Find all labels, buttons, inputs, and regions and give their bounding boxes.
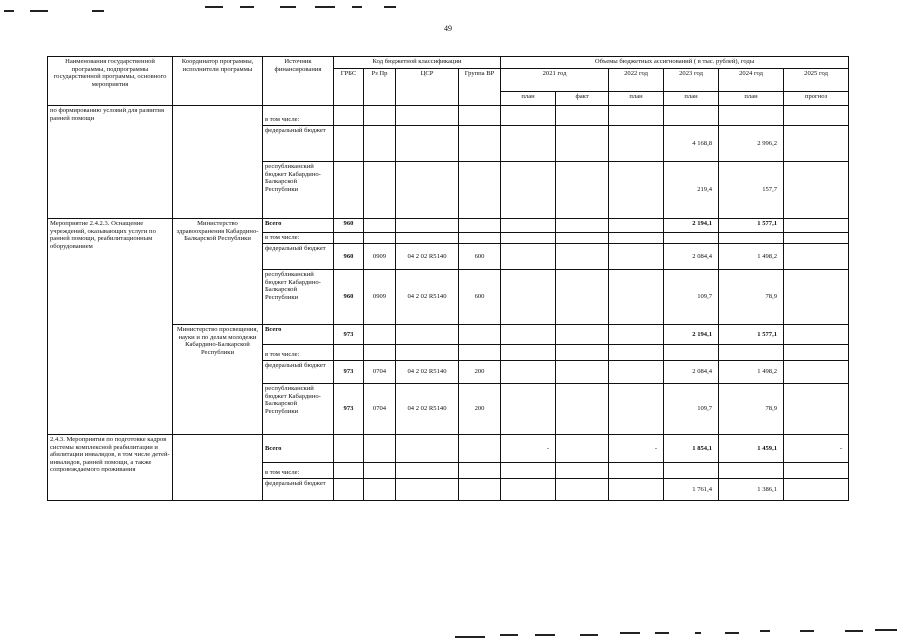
cell-rzpr: 0909	[364, 270, 396, 325]
scan-mark	[760, 630, 770, 632]
row-source: федеральный бюджет	[263, 126, 334, 162]
scan-mark	[620, 632, 640, 634]
row-source: республиканский бюджет Кабардино-Балкарской Республики	[263, 270, 334, 325]
cell-csr: 04 2 02 R5140	[396, 244, 459, 270]
scan-mark	[800, 630, 814, 632]
cell-2024: 1 577,1	[719, 325, 784, 345]
row-source: Всего	[263, 325, 334, 345]
scan-mark	[695, 632, 701, 634]
cell-2023: 1 854,1	[664, 435, 719, 463]
scan-mark	[30, 10, 48, 12]
cell-2022: -	[609, 435, 664, 463]
cell-2024: 78,9	[719, 270, 784, 325]
cell-2024: 2 996,2	[719, 126, 784, 162]
cell-2023: 1 761,4	[664, 479, 719, 501]
cell-2023: 4 168,8	[664, 126, 719, 162]
header-vr: Группа ВР	[459, 69, 501, 106]
header-row	[48, 57, 849, 69]
row-source: федеральный бюджет	[263, 244, 334, 270]
header-budget-code: Код бюджетной классификации	[334, 57, 501, 69]
cell-2024: 1 386,1	[719, 479, 784, 501]
row-source: в том числе:	[263, 233, 334, 244]
row-name	[48, 435, 173, 501]
cell-2023: 109,7	[664, 384, 719, 435]
page-number: 49	[444, 24, 452, 33]
header-coordinator: Координатор программы, исполнители программы	[173, 57, 263, 106]
header-rzpr: Рз Пр	[364, 69, 396, 106]
cell-vr: 200	[459, 384, 501, 435]
cell-2025: -	[784, 435, 849, 463]
header-plan: план	[719, 92, 784, 106]
budget-table	[47, 56, 849, 501]
scan-mark	[315, 6, 335, 8]
header-grbs: ГРБС	[334, 69, 364, 106]
header-source: Источник финансирования	[263, 57, 334, 106]
cell-vr: 600	[459, 244, 501, 270]
row-source: в том числе:	[263, 463, 334, 479]
scan-mark	[240, 6, 254, 8]
scan-mark	[280, 6, 296, 8]
table-row	[48, 106, 849, 126]
cell-csr: 04 2 02 R5140	[396, 361, 459, 384]
cell-csr: 04 2 02 R5140	[396, 384, 459, 435]
row-coordinator: Министерство здравоохранения Кабардино-Балкарской Республики	[173, 219, 263, 325]
cell-2024: 1 498,2	[719, 244, 784, 270]
row-source: федеральный бюджет	[263, 479, 334, 501]
cell-2023: 2 084,4	[664, 244, 719, 270]
row-coordinator	[173, 106, 263, 219]
header-plan: план	[609, 92, 664, 106]
header-plan: план	[664, 92, 719, 106]
row-source: федеральный бюджет	[263, 361, 334, 384]
header-2025: 2025 год	[784, 69, 849, 92]
table-row	[48, 435, 849, 463]
header-plan: план	[501, 92, 556, 106]
header-csr: ЦСР	[396, 69, 459, 106]
scan-mark	[580, 634, 598, 636]
scan-mark	[92, 10, 104, 12]
cell-2024: 78,9	[719, 384, 784, 435]
cell-rzpr: 0909	[364, 244, 396, 270]
row-name: Мероприятие 2.4.2.3. Оснащение учреждений, оказывающих услуги по ранней помощи, реабилитационным оборудованием	[48, 219, 173, 435]
scan-mark	[875, 629, 897, 631]
cell-vr: 200	[459, 361, 501, 384]
cell-2024: 1 577,1	[719, 219, 784, 233]
row-source: в том числе:	[263, 106, 334, 126]
row-coordinator	[173, 435, 263, 501]
cell-vr: 600	[459, 270, 501, 325]
scan-mark	[655, 632, 669, 634]
row-source: Всего	[263, 219, 334, 233]
row-name: по формированию условий для развития ранней помощи	[48, 106, 173, 219]
row-name-cut: сопровождаемого проживания	[50, 466, 136, 473]
row-source: в том числе:	[263, 345, 334, 361]
header-volumes: Объемы бюджетных ассигнований ( в тыс. рублей), годы	[501, 57, 849, 69]
cell-2023: 219,4	[664, 162, 719, 219]
row-name-text: 2.4.3. Мероприятия по подготовке кадров системы комплексной реабилитации и абилитации инвалидов, в том числе детей-инвалидов, ранней помощи, а также	[50, 436, 170, 466]
scan-mark	[500, 634, 518, 636]
cell-2024: 1 459,1	[719, 435, 784, 463]
cell-grbs: 960	[334, 270, 364, 325]
scan-mark	[384, 6, 396, 8]
scan-mark	[205, 6, 223, 8]
header-prognoz: прогноз	[784, 92, 849, 106]
row-source: Всего	[263, 435, 334, 463]
cell-grbs: 973	[334, 384, 364, 435]
header-2024: 2024 год	[719, 69, 784, 92]
cell-2023: 2 194,1	[664, 325, 719, 345]
cell-rzpr: 0704	[364, 361, 396, 384]
cell-2024: 1 498,2	[719, 361, 784, 384]
scan-mark	[535, 634, 555, 636]
cell-grbs: 960	[334, 244, 364, 270]
cell-grbs: 973	[334, 325, 364, 345]
cell-2023: 2 084,4	[664, 361, 719, 384]
row-source: республиканский бюджет Кабардино-Балкарской Республики	[263, 162, 334, 219]
cell-2021: -	[501, 435, 556, 463]
header-fact: факт	[556, 92, 609, 106]
header-2022: 2022 год	[609, 69, 664, 92]
cell-2023: 109,7	[664, 270, 719, 325]
cell-grbs: 960	[334, 219, 364, 233]
cell-2023: 2 194,1	[664, 219, 719, 233]
cell-2024: 157,7	[719, 162, 784, 219]
row-coordinator: Министерство просвещения, науки и по делам молодежи Кабардино-Балкарской Республики	[173, 325, 263, 435]
cell-csr: 04 2 02 R5140	[396, 270, 459, 325]
table-row	[48, 219, 849, 233]
row-source: республиканский бюджет Кабардино-Балкарской Республики	[263, 384, 334, 435]
scan-mark	[352, 6, 362, 8]
cell-grbs: 973	[334, 361, 364, 384]
cell-rzpr: 0704	[364, 384, 396, 435]
scan-mark	[845, 630, 863, 632]
header-name: Наименования государственной программы, подпрограммы государственной программы, основного мероприятия	[48, 57, 173, 106]
scan-mark	[725, 632, 739, 634]
header-2021: 2021 год	[501, 69, 609, 92]
header-2023: 2023 год	[664, 69, 719, 92]
scan-mark	[455, 636, 485, 638]
scan-mark	[4, 10, 14, 12]
